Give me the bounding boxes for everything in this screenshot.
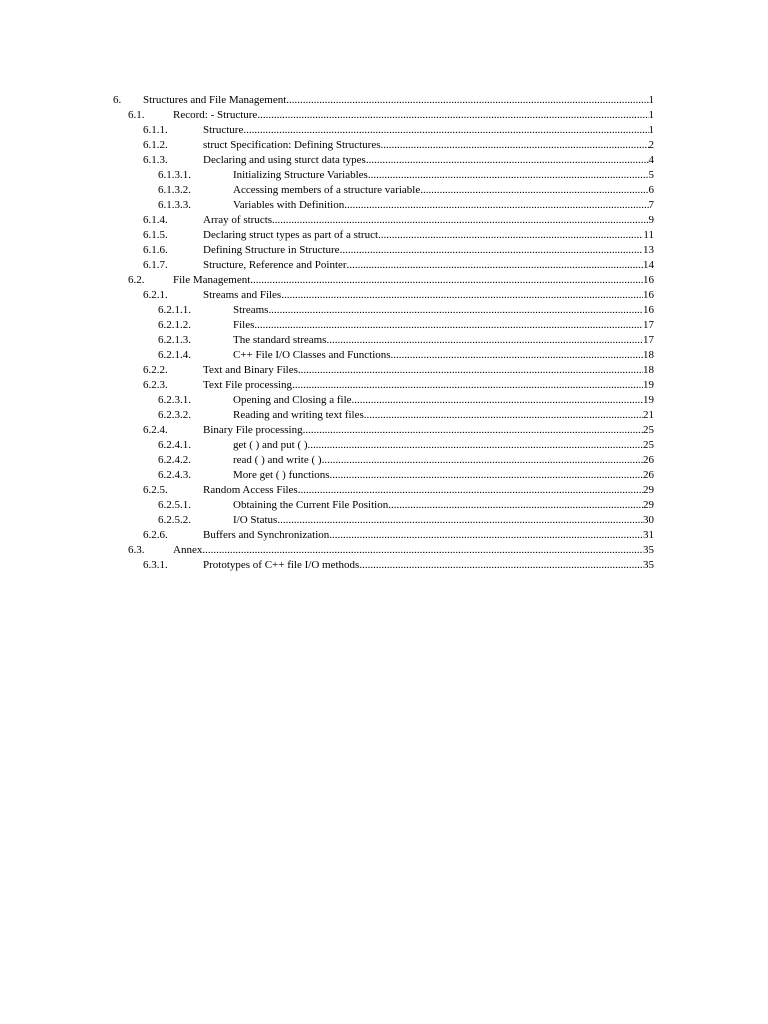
toc-entry-number: 6.1.3. [143,154,168,166]
toc-entry-title: Prototypes of C++ file I/O methods [203,559,360,571]
toc-entry-page-number: 5 [648,169,654,181]
toc-entry-number: 6.1.3.3. [158,199,191,211]
toc-entry-line [203,213,654,228]
toc-entry-number: 6.2.3.2. [158,409,191,421]
toc-entry-title: File Management [173,274,251,286]
toc-entry[interactable] [0,558,768,573]
toc-entry-number: 6.2.5. [143,484,168,496]
toc-entry-title: Text File processing [203,379,293,391]
toc-entry-line [143,93,654,108]
toc-entry-page-number: 19 [643,394,654,406]
toc-dot-leader [378,228,643,243]
toc-entry-title: Annex [173,544,203,556]
toc-entry[interactable] [0,408,768,423]
toc-entry-number: 6.3.1. [143,559,168,571]
toc-dot-leader [298,483,643,498]
toc-entry-page-number: 16 [643,304,654,316]
toc-dot-leader [364,408,643,423]
toc-entry-line [233,468,654,483]
toc-entry-page-number: 11 [643,229,654,241]
toc-entry-number: 6.2.6. [143,529,168,541]
toc-dot-leader [359,558,643,573]
toc-entry-title: Streams and Files [203,289,282,301]
toc-entry-line [203,123,654,138]
toc-entry-number: 6.1.6. [143,244,168,256]
toc-entry-page-number: 31 [643,529,654,541]
toc-entry[interactable] [0,303,768,318]
toc-entry-title: Accessing members of a structure variable [233,184,421,196]
toc-dot-leader [281,288,643,303]
toc-entry-line [233,303,654,318]
toc-entry-number: 6.2.1.4. [158,349,191,361]
toc-entry[interactable] [0,168,768,183]
toc-dot-leader [344,198,648,213]
toc-entry-title: Record: - Structure [173,109,258,121]
toc-entry-page-number: 30 [643,514,654,526]
toc-entry-line [203,228,654,243]
toc-dot-leader [298,363,643,378]
toc-entry[interactable] [0,378,768,393]
toc-entry[interactable] [0,318,768,333]
toc-entry-number: 6.2.3. [143,379,168,391]
toc-entry-title: Opening and Closing a file [233,394,352,406]
toc-entry[interactable] [0,123,768,138]
toc-entry-page-number: 17 [643,319,654,331]
toc-entry-line [233,348,654,363]
toc-dot-leader [254,318,643,333]
toc-entry-line [233,333,654,348]
table-of-contents [0,93,768,573]
toc-entry-page-number: 16 [643,289,654,301]
toc-entry[interactable] [0,528,768,543]
toc-entry-line [173,543,654,558]
toc-entry-number: 6.2.5.1. [158,499,191,511]
toc-entry-line [203,258,654,273]
toc-entry-line [233,318,654,333]
toc-dot-leader [286,93,648,108]
toc-entry-line [203,363,654,378]
toc-entry-line [203,378,654,393]
toc-entry-line [233,183,654,198]
toc-entry[interactable] [0,243,768,258]
toc-entry-line [203,153,654,168]
toc-entry-number: 6.1.1. [143,124,168,136]
toc-entry-number: 6.1. [128,109,145,121]
toc-entry-title: struct Specification: Defining Structures [203,139,381,151]
toc-entry-title: Initializing Structure Variables [233,169,368,181]
toc-entry-page-number: 16 [643,274,654,286]
toc-dot-leader [303,423,643,438]
toc-entry-page-number: 9 [648,214,654,226]
toc-entry-page-number: 1 [648,124,654,136]
toc-entry-number: 6.1.7. [143,259,168,271]
toc-entry[interactable] [0,453,768,468]
toc-entry-page-number: 29 [643,499,654,511]
toc-entry[interactable] [0,93,768,108]
toc-entry[interactable] [0,513,768,528]
toc-entry-page-number: 14 [643,259,654,271]
toc-dot-leader [340,243,643,258]
toc-entry[interactable] [0,153,768,168]
toc-entry-title: read ( ) and write ( ) [233,454,322,466]
toc-entry-line [233,393,654,408]
toc-entry-title: get ( ) and put ( ) [233,439,308,451]
toc-dot-leader [292,378,643,393]
toc-entry-page-number: 21 [643,409,654,421]
toc-entry-title: More get ( ) functions [233,469,330,481]
toc-entry-title: The standard streams [233,334,327,346]
toc-entry-number: 6.2.4. [143,424,168,436]
toc-dot-leader [391,348,643,363]
toc-entry-title: Structure, Reference and Pointer [203,259,347,271]
toc-entry-number: 6.2.1. [143,289,168,301]
toc-entry-number: 6.1.4. [143,214,168,226]
toc-dot-leader [368,168,649,183]
toc-entry-number: 6.1.5. [143,229,168,241]
toc-entry-line [233,168,654,183]
toc-entry[interactable] [0,468,768,483]
toc-entry-number: 6.1.3.2. [158,184,191,196]
toc-entry-number: 6.2. [128,274,145,286]
toc-entry-number: 6. [113,94,122,106]
toc-entry-title: Variables with Definition [233,199,345,211]
toc-dot-leader [308,438,643,453]
toc-entry-title: Text and Binary Files [203,364,298,376]
toc-entry[interactable] [0,273,768,288]
toc-entry-page-number: 13 [643,244,654,256]
toc-entry-page-number: 18 [643,364,654,376]
toc-entry[interactable] [0,333,768,348]
toc-entry-title: Defining Structure in Structure [203,244,340,256]
toc-entry[interactable] [0,138,768,153]
toc-entry-page-number: 19 [643,379,654,391]
toc-entry[interactable] [0,438,768,453]
toc-entry-line [233,498,654,513]
toc-entry-page-number: 18 [643,349,654,361]
toc-entry-number: 6.1.2. [143,139,168,151]
toc-entry[interactable] [0,288,768,303]
toc-entry-line [203,288,654,303]
toc-entry-page-number: 4 [648,154,654,166]
toc-entry-line [203,423,654,438]
toc-entry-number: 6.2.4.3. [158,469,191,481]
toc-dot-leader [326,333,643,348]
toc-entry-line [233,513,654,528]
toc-entry-page-number: 35 [643,559,654,571]
toc-dot-leader [329,528,643,543]
toc-entry[interactable] [0,348,768,363]
toc-entry[interactable] [0,543,768,558]
toc-entry[interactable] [0,228,768,243]
toc-dot-leader [366,153,649,168]
toc-entry-title: Array of structs [203,214,273,226]
toc-entry-page-number: 35 [643,544,654,556]
toc-entry-page-number: 1 [648,94,654,106]
toc-entry-line [203,243,654,258]
toc-entry-line [233,198,654,213]
toc-entry-page-number: 1 [648,109,654,121]
toc-entry[interactable] [0,258,768,273]
toc-entry-title: Declaring and using sturct data types [203,154,366,166]
toc-entry-line [173,273,654,288]
toc-entry-page-number: 17 [643,334,654,346]
toc-entry-line [233,453,654,468]
toc-entry-page-number: 2 [648,139,654,151]
toc-dot-leader [420,183,648,198]
toc-entry-line [233,438,654,453]
toc-entry-title: I/O Status [233,514,278,526]
toc-entry-title: Files [233,319,255,331]
toc-entry[interactable] [0,483,768,498]
toc-entry-title: Structure [203,124,244,136]
toc-entry-title: Structures and File Management [143,94,287,106]
toc-entry-title: Obtaining the Current File Position [233,499,389,511]
toc-entry-page-number: 29 [643,484,654,496]
toc-entry-line [203,528,654,543]
toc-entry-line [203,558,654,573]
toc-dot-leader [322,453,643,468]
toc-dot-leader [388,498,643,513]
toc-dot-leader [272,213,648,228]
toc-entry-line [203,138,654,153]
toc-entry[interactable] [0,183,768,198]
toc-dot-leader [250,273,643,288]
toc-entry[interactable] [0,108,768,123]
toc-entry-title: Binary File processing [203,424,303,436]
toc-entry-line [173,108,654,123]
toc-entry-number: 6.2.1.2. [158,319,191,331]
toc-entry-title: C++ File I/O Classes and Functions [233,349,391,361]
toc-entry-number: 6.2.5.2. [158,514,191,526]
toc-entry-title: Reading and writing text files [233,409,364,421]
toc-entry[interactable] [0,198,768,213]
toc-entry-title: Declaring struct types as part of a struct [203,229,379,241]
toc-entry-page-number: 25 [643,424,654,436]
toc-entry[interactable] [0,393,768,408]
toc-entry-page-number: 25 [643,439,654,451]
toc-entry-title: Random Access Files [203,484,298,496]
toc-dot-leader [352,393,643,408]
toc-dot-leader [347,258,643,273]
toc-entry-page-number: 26 [643,454,654,466]
toc-entry-title: Streams [233,304,269,316]
toc-entry-page-number: 6 [648,184,654,196]
toc-entry-page-number: 7 [648,199,654,211]
toc-entry[interactable] [0,363,768,378]
toc-entry-number: 6.3. [128,544,145,556]
toc-entry[interactable] [0,213,768,228]
toc-dot-leader [380,138,648,153]
toc-entry-number: 6.2.4.1. [158,439,191,451]
toc-dot-leader [202,543,643,558]
toc-dot-leader [268,303,643,318]
toc-entry[interactable] [0,498,768,513]
toc-entry-number: 6.2.4.2. [158,454,191,466]
toc-entry-line [203,483,654,498]
toc-entry-line [233,408,654,423]
toc-entry-number: 6.2.1.3. [158,334,191,346]
toc-entry-number: 6.2.2. [143,364,168,376]
toc-entry-title: Buffers and Synchronization [203,529,330,541]
toc-dot-leader [277,513,643,528]
toc-entry-number: 6.2.1.1. [158,304,191,316]
toc-entry[interactable] [0,423,768,438]
toc-entry-number: 6.1.3.1. [158,169,191,181]
toc-entry-page-number: 26 [643,469,654,481]
toc-dot-leader [257,108,648,123]
toc-dot-leader [330,468,643,483]
toc-entry-number: 6.2.3.1. [158,394,191,406]
toc-dot-leader [243,123,648,138]
